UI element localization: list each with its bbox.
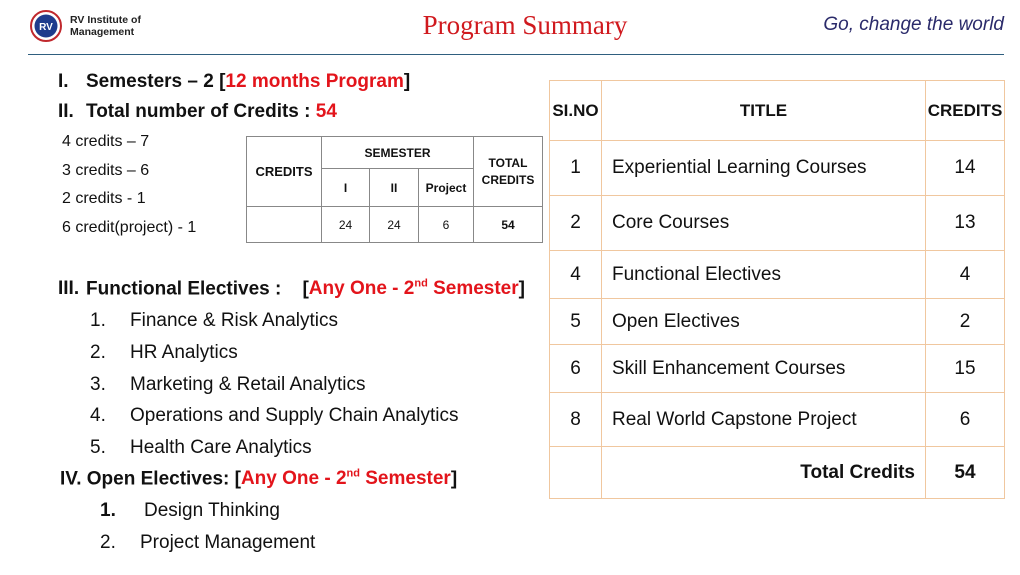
- credit-line: 6 credit(project) - 1: [62, 219, 197, 236]
- program-summary-table: [549, 80, 1005, 499]
- row-credits: 15: [926, 345, 1005, 393]
- list-item: 5. Health Care Analytics: [90, 437, 312, 458]
- sem-col: II: [370, 169, 419, 207]
- section-semesters: I. Semesters – 2 [12 months Program]: [58, 71, 411, 92]
- total-value: 54: [474, 207, 543, 243]
- total-label: Total Credits: [602, 447, 926, 499]
- sem-value: 24: [322, 207, 370, 243]
- col-header-sino: SI.NO: [550, 81, 602, 141]
- section-total-credits: II. Total number of Credits : 54: [58, 101, 337, 122]
- table-row: [550, 251, 1005, 299]
- row-title: Skill Enhancement Courses: [602, 345, 926, 393]
- list-item: 1. Finance & Risk Analytics: [90, 310, 339, 331]
- table-row: [550, 345, 1005, 393]
- credit-line: 2 credits - 1: [62, 190, 146, 207]
- row-title: Functional Electives: [602, 251, 926, 299]
- total-value: 54: [926, 447, 1005, 499]
- total-row: [550, 447, 1005, 499]
- section-open-electives: IV. Open Electives: [Any One - 2nd Semester]: [60, 468, 458, 490]
- row-no: 4: [550, 251, 602, 299]
- row-no: 1: [550, 141, 602, 196]
- row-credits: 13: [926, 196, 1005, 251]
- total-credits-header: TOTAL CREDITS: [474, 137, 543, 207]
- row-credits: 14: [926, 141, 1005, 196]
- credits-table: [246, 136, 543, 243]
- page-title: Program Summary: [422, 10, 628, 40]
- list-item: 3. Marketing & Retail Analytics: [90, 374, 366, 395]
- row-credits: 4: [926, 251, 1005, 299]
- sem-value: 24: [370, 207, 419, 243]
- empty-cell: [550, 447, 602, 499]
- credit-line: 3 credits – 6: [62, 162, 150, 179]
- row-title: Core Courses: [602, 196, 926, 251]
- section-functional-electives: III. Functional Electives : [Any One - 2nd Semester]: [58, 278, 525, 300]
- list-item: 4. Operations and Supply Chain Analytics: [90, 405, 459, 426]
- list-item: 2. HR Analytics: [90, 342, 238, 363]
- col-header-credits: CREDITS: [926, 81, 1005, 141]
- credits-header: CREDITS: [247, 137, 322, 207]
- row-title: Open Electives: [602, 299, 926, 345]
- list-item: 2. Project Management: [100, 532, 316, 553]
- table-row: [550, 393, 1005, 447]
- semester-header: SEMESTER: [322, 137, 474, 169]
- table-row: [550, 196, 1005, 251]
- row-no: 2: [550, 196, 602, 251]
- row-no: 6: [550, 345, 602, 393]
- list-item: 1. Design Thinking: [100, 500, 280, 521]
- row-no: 8: [550, 393, 602, 447]
- credit-line: 4 credits – 7: [62, 133, 150, 150]
- sem-col: Project: [419, 169, 474, 207]
- row-title: Experiential Learning Courses: [602, 141, 926, 196]
- row-no: 5: [550, 299, 602, 345]
- tagline: Go, change the world: [823, 14, 1004, 35]
- empty-cell: [247, 207, 322, 243]
- row-credits: 6: [926, 393, 1005, 447]
- sem-value: 6: [419, 207, 474, 243]
- institute-name: RV Institute of Management: [70, 14, 141, 38]
- row-credits: 2: [926, 299, 1005, 345]
- sem-col: I: [322, 169, 370, 207]
- table-row: [550, 141, 1005, 196]
- row-title: Real World Capstone Project: [602, 393, 926, 447]
- col-header-title: TITLE: [602, 81, 926, 141]
- header-divider: [28, 54, 1004, 55]
- table-row: [550, 299, 1005, 345]
- svg-text:RV: RV: [39, 22, 53, 33]
